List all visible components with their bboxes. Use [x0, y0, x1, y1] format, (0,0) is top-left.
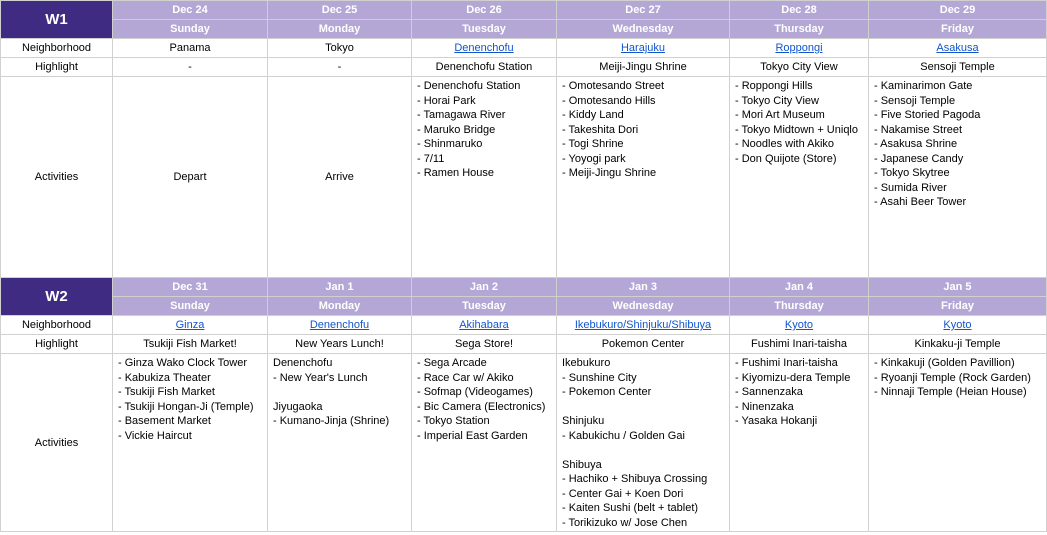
- neighborhood-link[interactable]: Kyoto: [784, 319, 814, 331]
- activity-line: - Kaiten Sushi (belt + tablet): [562, 502, 699, 514]
- day-date-header[interactable]: Dec 27: [557, 1, 730, 20]
- activity-line: - Omotesando Street: [562, 80, 665, 92]
- activity-line: - Japanese Candy: [874, 152, 964, 165]
- neighborhood-cell[interactable]: [268, 316, 412, 335]
- activity-line: - Denenchofu Station: [417, 80, 521, 92]
- activity-line: - Yoyogi park: [562, 152, 626, 165]
- activity-line: Jiyugaoka: [273, 400, 323, 413]
- activity-line: - Tokyo Midtown + Uniqlo: [735, 123, 858, 136]
- date-row: [1, 1, 1047, 20]
- activity-line: - Sega Arcade: [417, 357, 487, 369]
- activity-line: - Mori Art Museum: [735, 109, 825, 121]
- activity-line: - Pokemon Center: [562, 386, 652, 398]
- neighborhood-link[interactable]: Ginza: [175, 319, 205, 331]
- day-weekday-header[interactable]: Wednesday: [557, 20, 730, 39]
- activity-line: - Race Car w/ Akiko: [417, 371, 514, 384]
- activity-line: - Asakusa Shrine: [874, 138, 958, 150]
- activity-line: - Sumida River: [874, 181, 947, 194]
- activity-line: - Shinmaruko: [417, 138, 483, 150]
- day-weekday-header[interactable]: Friday: [869, 20, 1047, 39]
- activity-line: - Ninenzaka: [735, 400, 794, 413]
- activities-cell[interactable]: [268, 77, 412, 278]
- activities-cell[interactable]: [412, 354, 557, 532]
- activity-line: - Ryoanji Temple (Rock Garden): [874, 371, 1031, 384]
- activity-line: [562, 400, 724, 415]
- neighborhood-cell[interactable]: [412, 316, 557, 335]
- activity-line: - Takeshita Dori: [562, 123, 639, 136]
- neighborhood-link[interactable]: Harajuku: [620, 42, 666, 54]
- activity-line: - Imperial East Garden: [417, 429, 528, 442]
- activity-line: - Vickie Haircut: [118, 429, 192, 442]
- highlight-row: [1, 58, 1047, 77]
- neighborhood-text: Tokyo: [325, 42, 354, 54]
- day-weekday-header[interactable]: Thursday: [730, 297, 869, 316]
- activity-line: - Hachiko + Shibuya Crossing: [562, 473, 708, 485]
- neighborhood-link[interactable]: Kyoto: [943, 319, 972, 331]
- activity-line: - Tokyo Skytree: [874, 167, 950, 179]
- day-weekday-header[interactable]: Tuesday: [412, 297, 557, 316]
- activity-line: Ikebukuro: [562, 357, 611, 369]
- activity-line: - Nakamise Street: [874, 123, 963, 136]
- neighborhood-text: Panama: [169, 42, 211, 54]
- activities-row: [1, 354, 1047, 532]
- neighborhood-link[interactable]: Asakusa: [936, 42, 979, 54]
- day-weekday-header[interactable]: Sunday: [113, 297, 268, 316]
- activity-line: - Kabukiza Theater: [118, 371, 211, 384]
- activity-line: - Maruko Bridge: [417, 123, 496, 136]
- activity-line: Denenchofu: [273, 357, 333, 369]
- highlight-cell[interactable]: Kinkaku-ji Temple: [869, 335, 1047, 354]
- highlight-cell[interactable]: New Years Lunch!: [268, 335, 412, 354]
- highlight-cell[interactable]: Sega Store!: [412, 335, 557, 354]
- activities-row-label[interactable]: Activities: [1, 77, 113, 278]
- activity-line: - Five Storied Pagoda: [874, 109, 981, 121]
- activities-cell[interactable]: [869, 354, 1047, 532]
- activity-line: - Fushimi Inari-taisha: [735, 357, 838, 369]
- activity-line: - Sunshine City: [562, 371, 637, 384]
- activities-row: [1, 77, 1047, 278]
- activity-line: - Tsukiji Fish Market: [118, 386, 215, 398]
- neighborhood-cell[interactable]: [557, 39, 730, 58]
- neighborhood-link[interactable]: Roppongi: [775, 42, 823, 54]
- neighborhood-row: [1, 39, 1047, 58]
- day-date-header[interactable]: Dec 25: [268, 1, 412, 20]
- neighborhood-cell[interactable]: [557, 316, 730, 335]
- activity-line: [562, 443, 724, 458]
- highlight-cell[interactable]: Tsukiji Fish Market!: [113, 335, 268, 354]
- day-date-header[interactable]: Jan 2: [412, 278, 557, 297]
- highlight-cell[interactable]: -: [113, 58, 268, 77]
- neighborhood-link[interactable]: Denenchofu: [309, 319, 370, 331]
- neighborhood-cell[interactable]: [412, 39, 557, 58]
- highlight-cell[interactable]: Denenchofu Station: [412, 58, 557, 77]
- activities-row-label[interactable]: Activities: [1, 354, 113, 532]
- activity-line: - Ginza Wako Clock Tower: [118, 357, 247, 369]
- highlight-cell[interactable]: Tokyo City View: [730, 58, 869, 77]
- day-weekday-header[interactable]: Sunday: [113, 20, 268, 39]
- day-weekday-header[interactable]: Monday: [268, 297, 412, 316]
- activity-line: - New Year's Lunch: [273, 371, 368, 384]
- activity-line: - Torikizuko w/ Jose Chen: [562, 516, 688, 529]
- neighborhood-cell[interactable]: [869, 316, 1047, 335]
- activity-line: - Kumano-Jinja (Shrine): [273, 415, 390, 427]
- neighborhood-cell[interactable]: [268, 39, 412, 58]
- highlight-row-label[interactable]: Highlight: [1, 335, 113, 354]
- day-date-header[interactable]: Dec 24: [113, 1, 268, 20]
- date-row: [1, 278, 1047, 297]
- neighborhood-link[interactable]: Ikebukuro/Shinjuku/Shibuya: [574, 319, 712, 331]
- highlight-row: [1, 335, 1047, 354]
- activity-line: - Kaminarimon Gate: [874, 80, 973, 92]
- neighborhood-cell[interactable]: [730, 316, 869, 335]
- activity-line: - Kabukichu / Golden Gai: [562, 429, 685, 442]
- weekday-row: [1, 297, 1047, 316]
- activity-line: - Ninnaji Temple (Heian House): [874, 386, 1027, 398]
- neighborhood-cell[interactable]: [113, 39, 268, 58]
- activity-line: - Kiyomizu-dera Temple: [735, 371, 851, 384]
- day-date-header[interactable]: Dec 28: [730, 1, 869, 20]
- activity-line: - Noodles with Akiko: [735, 138, 835, 150]
- activity-line: - Tokyo Station: [417, 415, 490, 427]
- neighborhood-row-label[interactable]: Neighborhood: [1, 316, 113, 335]
- day-date-header[interactable]: Dec 31: [113, 278, 268, 297]
- activity-line: - Kiddy Land: [562, 109, 624, 121]
- activity-line: - Don Quijote (Store): [735, 152, 837, 165]
- activity-line: - Center Gai + Koen Dori: [562, 487, 684, 500]
- day-weekday-header[interactable]: Wednesday: [557, 297, 730, 316]
- activities-cell[interactable]: [730, 354, 869, 532]
- day-weekday-header[interactable]: Tuesday: [412, 20, 557, 39]
- activities-cell[interactable]: [730, 77, 869, 278]
- day-weekday-header[interactable]: Monday: [268, 20, 412, 39]
- neighborhood-cell[interactable]: [113, 316, 268, 335]
- neighborhood-row: [1, 316, 1047, 335]
- day-weekday-header[interactable]: Thursday: [730, 20, 869, 39]
- activity-line: - 7/11: [417, 152, 445, 165]
- activities-cell[interactable]: [113, 77, 268, 278]
- activity-line: - Sensoji Temple: [874, 94, 956, 107]
- activity-line: Depart: [173, 171, 207, 183]
- activity-line: - Tamagawa River: [417, 109, 506, 121]
- activity-line: Arrive: [325, 171, 354, 183]
- activity-line: Shinjuku: [562, 415, 605, 427]
- activity-line: - Sannenzaka: [735, 386, 803, 398]
- activities-cell[interactable]: [113, 354, 268, 532]
- activity-line: - Roppongi Hills: [735, 80, 813, 92]
- activities-cell[interactable]: [268, 354, 412, 532]
- activities-cell[interactable]: [412, 77, 557, 278]
- activity-line: - Bic Camera (Electronics): [417, 400, 546, 413]
- activity-line: - Basement Market: [118, 415, 211, 427]
- activity-line: Shibuya: [562, 458, 602, 471]
- week-label[interactable]: W1: [1, 1, 113, 39]
- day-date-header[interactable]: Jan 3: [557, 278, 730, 297]
- activity-line: - Meiji-Jingu Shrine: [562, 167, 657, 179]
- activities-cell[interactable]: [557, 77, 730, 278]
- activity-line: - Sofmap (Videogames): [417, 386, 533, 398]
- activity-line: - Ramen House: [417, 167, 495, 179]
- neighborhood-cell[interactable]: [869, 39, 1047, 58]
- highlight-cell[interactable]: -: [268, 58, 412, 77]
- day-date-header[interactable]: Jan 4: [730, 278, 869, 297]
- activities-cell[interactable]: [869, 77, 1047, 278]
- day-date-header[interactable]: Dec 29: [869, 1, 1047, 20]
- activity-line: - Yasaka Hokanji: [735, 415, 818, 427]
- week-label[interactable]: W2: [1, 278, 113, 316]
- weekday-row: [1, 20, 1047, 39]
- highlight-cell[interactable]: Fushimi Inari-taisha: [730, 335, 869, 354]
- neighborhood-cell[interactable]: [730, 39, 869, 58]
- activity-line: - Omotesando Hills: [562, 94, 656, 107]
- day-date-header[interactable]: Jan 5: [869, 278, 1047, 297]
- activity-line: - Kinkakuji (Golden Pavillion): [874, 357, 1015, 369]
- highlight-cell[interactable]: Pokemon Center: [557, 335, 730, 354]
- highlight-cell[interactable]: Meiji-Jingu Shrine: [557, 58, 730, 77]
- day-weekday-header[interactable]: Friday: [869, 297, 1047, 316]
- day-date-header[interactable]: Dec 26: [412, 1, 557, 20]
- activity-line: - Togi Shrine: [562, 138, 624, 150]
- neighborhood-link[interactable]: Denenchofu: [454, 42, 514, 54]
- activity-line: - Asahi Beer Tower: [874, 196, 967, 208]
- activities-cell[interactable]: [557, 354, 730, 532]
- activity-line: - Tsukiji Hongan-Ji (Temple): [118, 400, 254, 413]
- day-date-header[interactable]: Jan 1: [268, 278, 412, 297]
- neighborhood-link[interactable]: Akihabara: [459, 319, 509, 331]
- activity-line: - Horai Park: [417, 94, 476, 107]
- highlight-row-label[interactable]: Highlight: [1, 58, 113, 77]
- neighborhood-row-label[interactable]: Neighborhood: [1, 39, 113, 58]
- activity-line: [273, 385, 406, 400]
- highlight-cell[interactable]: Sensoji Temple: [869, 58, 1047, 77]
- activity-line: - Tokyo City View: [735, 94, 819, 107]
